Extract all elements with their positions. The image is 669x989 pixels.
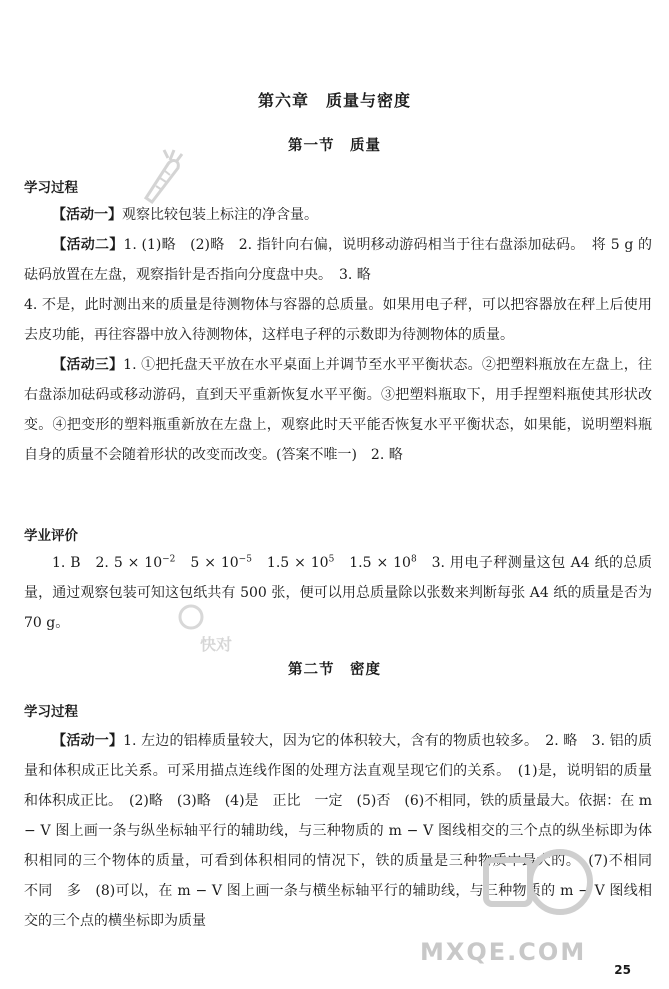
carrot-watermark-icon [138,146,184,206]
activity-2-label: 【活动二】 [52,237,124,253]
activity-3-label: 【活动三】 [52,357,124,373]
section1-process-text [24,200,652,470]
watermark-text-mxqe: MXQE.COM [420,938,587,966]
activity-2-text-d: 4. 不是，此时测出来的质量是待测物体与容器的总质量。如果用电子秤，可以把容器放在秤上后使用去皮功能，再往容器中放入待测物体，这样电子秤的示数即为待测物体的质量。 [24,297,652,343]
watermark-circle-icon [178,604,204,630]
chapter-title: 第六章 质量与密度 [257,91,411,110]
heading-learning-process-1: 学习过程 [24,180,78,196]
activity-2-text-b: 2. 指针向右偏，说明移动游码相当于往右盘添加砝码。 将 5 g 的砝码放置在左盘，观察指针是否指向分度盘中央。 [24,237,652,283]
activity-1-text: 观察比较包装上标注的净含量。 [122,207,318,223]
eval-value-3: 1.5 × 10 [266,555,329,571]
evaluation-part-2: 3. 用电子秤测量这包 A4 纸的总质量，通过观察包装可知这包纸共有 500 张，便可以用总质量除以张数来判断每张 A4 纸的质量是否为 70 g。 [24,555,653,631]
density-activity-1-text: 1. 左边的铝棒质量较大，因为它的体积较大，含有的物质也较多。 2. 略 3. 铝的质量和体积成正比关系。可采用描点连线作图的处理方法直观呈现它们的关系。 (1)是，说明铝的质量和体积成正比。 (2)略 (3)略 (4)是 正比 一定 (5)否 (6)不相同，铁的质量最大。依据：在 m − V 图上画一条与纵坐标轴平行的辅助线，与三种物质的 m − V 图线相交的三个点的纵坐标即为体积相同的三个物体的质量，可看到体积相同的情况下，铁的质量是三种物质中最大的。 (7)不相同 不同 多 (8)可以，在 m − V 图上画一条与横坐标轴平行的辅助线，与三种物质的 m − V 图线相交的三个点的横坐标即为质量 [24,733,666,929]
activity-2-paragraph [24,230,652,350]
eval-value-2: 5 × 10 [190,555,239,571]
evaluation-paragraph [24,548,652,638]
activity-3-paragraph [24,350,652,470]
heading-academic-evaluation: 学业评价 [24,528,78,544]
heading-learning-process-2: 学习过程 [24,704,78,720]
watermark-text-kuaidui: 快对 [200,635,233,654]
eval-exponent-1: −2 [162,554,176,565]
activity-3-text: 1. ①把托盘天平放在水平桌面上并调节至水平平衡状态。②把塑料瓶放在左盘上，往右盘添加砝码或移动游码，直到天平重新恢复水平平衡。③把塑料瓶取下，用手捏塑料瓶使其形状改变。④把变形的塑料瓶重新放在左盘上，观察此时天平能否恢复水平平衡状态，如果能，说明塑料瓶自身的质量不会随着形状的改变而改变。(答案不唯一) 2. 略 [24,357,652,463]
activity-2-text-a: 1. (1)略 (2)略 [123,237,239,253]
eval-exponent-3: 5 [328,554,335,565]
eval-exponent-2: −5 [238,554,252,565]
density-activity-1-label: 【活动一】 [52,733,124,749]
section-title-mass: 第一节 质量 [288,138,381,154]
watermark-kuaidui [178,604,248,660]
evaluation-part-1: 1. B 2. [52,555,114,571]
activity-1-label: 【活动一】 [52,207,122,223]
activity-1-paragraph [24,200,652,230]
eval-value-1: 5 × 10 [113,555,163,571]
watermark-logo-icon [480,842,600,922]
eval-value-4: 1.5 × 10 [349,555,411,571]
section-title-density: 第二节 密度 [288,662,381,678]
page-number: 25 [614,963,631,977]
watermark-mxqe [420,842,660,987]
eval-exponent-4: 8 [410,554,417,565]
activity-2-text-c: 3. 略 [339,267,371,283]
